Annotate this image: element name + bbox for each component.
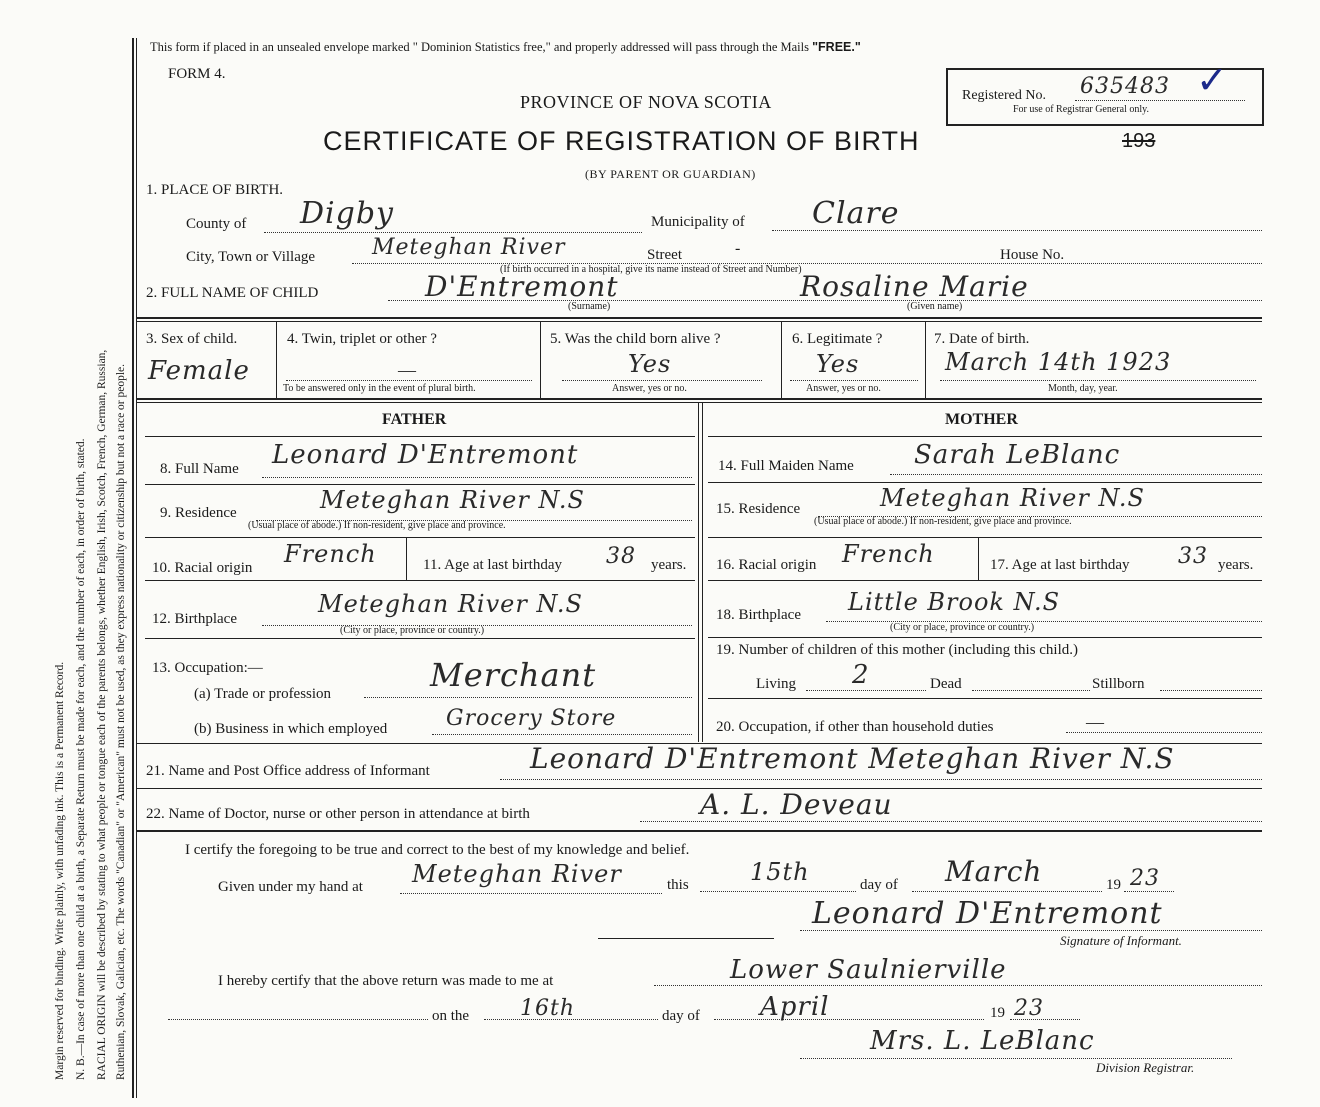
mother-birthplace-note: (City or place, province or country.) xyxy=(890,622,1035,633)
sex-value: Female xyxy=(148,356,250,386)
father-birthplace-note: (City or place, province or country.) xyxy=(340,625,485,636)
margin-note-multiple-births: N. B.—In case of more than one child at a birth, a Separate Return must be made for each, and the number of each, in order of birth, stated. xyxy=(75,438,87,1080)
row3-bottom-border xyxy=(137,398,1262,400)
father-age-label: 11. Age at last birthday xyxy=(423,557,562,573)
child-name-line xyxy=(388,300,1262,301)
row3-divider-2 xyxy=(540,322,541,398)
margin-note-racial-origin-2: Ruthenian, Slovak, Galician, etc. The words "Canadian" or "American" must not be used, as they express nationality or citizenship but not a race or people. xyxy=(115,363,127,1080)
on-month-value: April xyxy=(760,992,830,1022)
registrar-note: For use of Registrar General only. xyxy=(1013,104,1149,115)
father-trade-line xyxy=(364,697,692,698)
margin-note-binding: Margin reserved for binding. Write plainly, with unfading ink. This is a Permanent Record. xyxy=(54,661,66,1080)
child-given-name: Rosaline Marie xyxy=(800,270,1029,303)
mother-occupation-value: — xyxy=(1086,712,1104,732)
surname-label: (Surname) xyxy=(568,301,611,312)
page-title: CERTIFICATE OF REGISTRATION OF BIRTH xyxy=(323,126,920,156)
mother-race-label: 16. Racial origin xyxy=(716,557,817,573)
father-heading-line xyxy=(145,436,695,437)
row3-top-border xyxy=(137,317,1262,319)
legitimate-label: 6. Legitimate ? xyxy=(792,331,883,347)
house-no-label: House No. xyxy=(1000,247,1065,263)
county-line xyxy=(264,232,642,233)
father-name-label: 8. Full Name xyxy=(160,461,239,477)
parents-divider xyxy=(698,402,699,742)
separator-line xyxy=(598,938,774,939)
mother-row15-line xyxy=(708,537,1262,538)
mother-name-value: Sarah LeBlanc xyxy=(914,440,1121,470)
given-month-line xyxy=(912,891,1102,892)
father-occupation-label: 13. Occupation:— xyxy=(152,660,263,676)
father-race-divider xyxy=(406,538,407,580)
certification-top-border xyxy=(137,830,1262,832)
living-line xyxy=(806,690,926,691)
father-residence-label: 9. Residence xyxy=(160,505,237,521)
father-residence-note: (Usual place of abode.) If non-resident, give place and province. xyxy=(248,520,506,531)
doctor-label: 22. Name of Doctor, nurse or other person in attendance at birth xyxy=(146,806,530,822)
registrar-signature-line xyxy=(800,1058,1232,1059)
certify-statement: I certify the foregoing to be true and correct to the best of my knowledge and belief. xyxy=(185,842,690,858)
county-label: County of xyxy=(186,216,247,232)
alive-note: Answer, yes or no. xyxy=(612,383,687,394)
living-label: Living xyxy=(756,676,796,692)
mother-row16-line xyxy=(708,580,1262,581)
twin-label: 4. Twin, triplet or other ? xyxy=(287,331,437,347)
mother-residence-value: Meteghan River N.S xyxy=(880,484,1145,512)
father-race-value: French xyxy=(284,540,377,568)
province-title: PROVINCE OF NOVA SCOTIA xyxy=(520,92,772,112)
this-label: this xyxy=(667,877,689,893)
mail-note: This form if placed in an unsealed envelope marked " Dominion Statistics free," and properly addressed will pass through the Mails "FREE." xyxy=(150,40,861,54)
father-business-label: (b) Business in which employed xyxy=(194,721,388,737)
sex-label: 3. Sex of child. xyxy=(146,331,238,347)
given-name-label: (Given name) xyxy=(907,301,963,312)
informant-value: Leonard D'Entremont Meteghan River N.S xyxy=(530,742,1175,775)
on-month-line xyxy=(714,1019,984,1020)
father-row12-line xyxy=(145,638,695,639)
mother-race-divider xyxy=(978,538,979,580)
date-of-birth-value: March 14th 1923 xyxy=(945,348,1172,376)
mother-birthplace-label: 18. Birthplace xyxy=(716,607,801,623)
street-value: - xyxy=(735,240,741,257)
mother-heading: MOTHER xyxy=(945,411,1018,428)
date-of-birth-line xyxy=(940,380,1256,381)
father-business-value: Grocery Store xyxy=(446,706,617,731)
date-of-birth-label: 7. Date of birth. xyxy=(934,331,1030,347)
day-of-label: day of xyxy=(860,877,898,893)
page-subtitle: (BY PARENT OR GUARDIAN) xyxy=(585,167,756,181)
stillborn-line xyxy=(1160,690,1262,691)
given-place-value: Meteghan River xyxy=(412,860,622,888)
mother-name-line xyxy=(890,474,1262,475)
father-row10-line xyxy=(145,580,695,581)
father-trade-value: Merchant xyxy=(430,656,597,694)
registered-label: Registered No. xyxy=(962,88,1046,103)
legitimate-line xyxy=(790,380,918,381)
twin-note: To be answered only in the event of plural birth. xyxy=(283,383,476,394)
margin-note-racial-origin-1: RACIAL ORIGIN will be described by stating to what people or tongue each of the parents belongs, whether English, Irish, Scotch, French, German, Russian, xyxy=(96,349,108,1080)
municipality-label: Municipality of xyxy=(651,214,745,230)
given-day-line xyxy=(700,891,856,892)
municipality-value: Clare xyxy=(812,196,900,231)
father-birthplace-label: 12. Birthplace xyxy=(152,611,237,627)
father-race-label: 10. Racial origin xyxy=(152,560,253,576)
mother-row19-line xyxy=(708,698,1262,699)
on-year-prefix: 19 xyxy=(990,1005,1005,1021)
return-label: I hereby certify that the above return was made to me at xyxy=(218,973,554,989)
mother-name-label: 14. Full Maiden Name xyxy=(718,458,854,474)
place-of-birth-label: 1. PLACE OF BIRTH. xyxy=(146,182,284,198)
father-age-value: 38 xyxy=(606,544,636,569)
binding-margin-line-inner xyxy=(136,38,137,1098)
city-label: City, Town or Village xyxy=(186,249,316,265)
city-value: Meteghan River xyxy=(372,235,566,260)
given-month-value: March xyxy=(945,855,1043,888)
father-business-line xyxy=(432,734,692,735)
alive-value: Yes xyxy=(628,350,672,378)
father-name-line xyxy=(262,477,692,478)
return-place-value: Lower Saulnierville xyxy=(730,955,1007,985)
on-day-value: 16th xyxy=(520,996,576,1021)
stillborn-label: Stillborn xyxy=(1092,676,1145,692)
check-mark-icon: ✓ xyxy=(1196,60,1228,102)
mother-residence-label: 15. Residence xyxy=(716,501,801,517)
living-value: 2 xyxy=(852,660,870,690)
child-surname: D'Entremont xyxy=(425,270,619,303)
father-row8-line xyxy=(145,484,695,485)
given-under-label: Given under my hand at xyxy=(218,879,363,895)
municipality-line xyxy=(772,230,1262,231)
twin-line xyxy=(286,380,532,381)
mother-row18-line xyxy=(708,637,1262,638)
mother-age-label: 17. Age at last birthday xyxy=(990,557,1130,573)
row3-top-border-inner xyxy=(137,321,1262,322)
father-heading: FATHER xyxy=(382,411,447,428)
hospital-note: (If birth occurred in a hospital, give its name instead of Street and Number) xyxy=(500,264,802,275)
mother-race-value: French xyxy=(842,540,935,568)
city-line xyxy=(352,263,1262,264)
street-label: Street xyxy=(647,247,682,263)
registered-underline xyxy=(1075,100,1245,101)
registrar-label: Division Registrar. xyxy=(1096,1060,1195,1075)
row3-divider-3 xyxy=(781,322,782,398)
row3-divider-1 xyxy=(276,322,277,398)
on-year-value: 23 xyxy=(1014,996,1044,1021)
father-years-label: years. xyxy=(651,557,687,573)
father-birthplace-value: Meteghan River N.S xyxy=(318,590,583,618)
children-count-label: 19. Number of children of this mother (including this child.) xyxy=(716,642,1079,658)
dead-label: Dead xyxy=(930,676,962,692)
given-year-line xyxy=(1124,891,1174,892)
father-name-value: Leonard D'Entremont xyxy=(272,440,579,470)
parents-divider-inner xyxy=(702,402,703,742)
mother-occupation-label: 20. Occupation, if other than household duties xyxy=(716,719,994,735)
informant-line xyxy=(500,779,1262,780)
mother-residence-note: (Usual place of abode.) If non-resident, give place and province. xyxy=(814,516,1072,527)
doctor-line xyxy=(640,821,1262,822)
registrar-signature: Mrs. L. LeBlanc xyxy=(870,1026,1095,1056)
on-year-line xyxy=(1010,1019,1080,1020)
parents-top-border xyxy=(137,402,1262,403)
mother-age-value: 33 xyxy=(1178,544,1208,569)
registered-number: 635483 xyxy=(1080,74,1170,99)
father-row9-line xyxy=(145,537,695,538)
alive-line xyxy=(562,380,762,381)
on-the-label: on the xyxy=(432,1008,470,1024)
father-residence-value: Meteghan River N.S xyxy=(320,486,585,514)
mother-heading-line xyxy=(708,436,1262,437)
form-number: FORM 4. xyxy=(168,66,226,82)
legitimate-note: Answer, yes or no. xyxy=(806,383,881,394)
mother-years-label: years. xyxy=(1218,557,1254,573)
informant-signature: Leonard D'Entremont xyxy=(812,896,1163,931)
mother-birthplace-value: Little Brook N.S xyxy=(848,588,1061,616)
alive-label: 5. Was the child born alive ? xyxy=(550,331,721,347)
legitimate-value: Yes xyxy=(816,350,860,378)
child-name-label: 2. FULL NAME OF CHILD xyxy=(146,285,319,301)
year-prefix: 19 xyxy=(1106,877,1121,893)
mother-occupation-line xyxy=(1066,732,1262,733)
doctor-value: A. L. Deveau xyxy=(700,788,893,821)
return-place-line xyxy=(654,985,1262,986)
binding-margin-line xyxy=(132,38,134,1098)
given-place-line xyxy=(400,893,662,894)
mother-row14-line xyxy=(708,482,1262,483)
given-day-value: 15th xyxy=(750,858,810,886)
county-value: Digby xyxy=(300,196,395,231)
informant-label: 21. Name and Post Office address of Informant xyxy=(146,763,430,779)
date-note: Month, day, year. xyxy=(1048,383,1118,394)
on-day-line xyxy=(484,1019,658,1020)
signature-line xyxy=(800,930,1262,931)
signature-label: Signature of Informant. xyxy=(1060,933,1182,948)
on-the-leading-line xyxy=(168,1019,428,1020)
row3-divider-4 xyxy=(925,322,926,398)
given-year-value: 23 xyxy=(1130,866,1160,891)
dead-line xyxy=(972,690,1090,691)
on-day-of-label: day of xyxy=(662,1008,700,1024)
struck-year: 193 xyxy=(1122,130,1156,152)
father-trade-label: (a) Trade or profession xyxy=(194,686,332,702)
twin-value: — xyxy=(398,360,416,380)
